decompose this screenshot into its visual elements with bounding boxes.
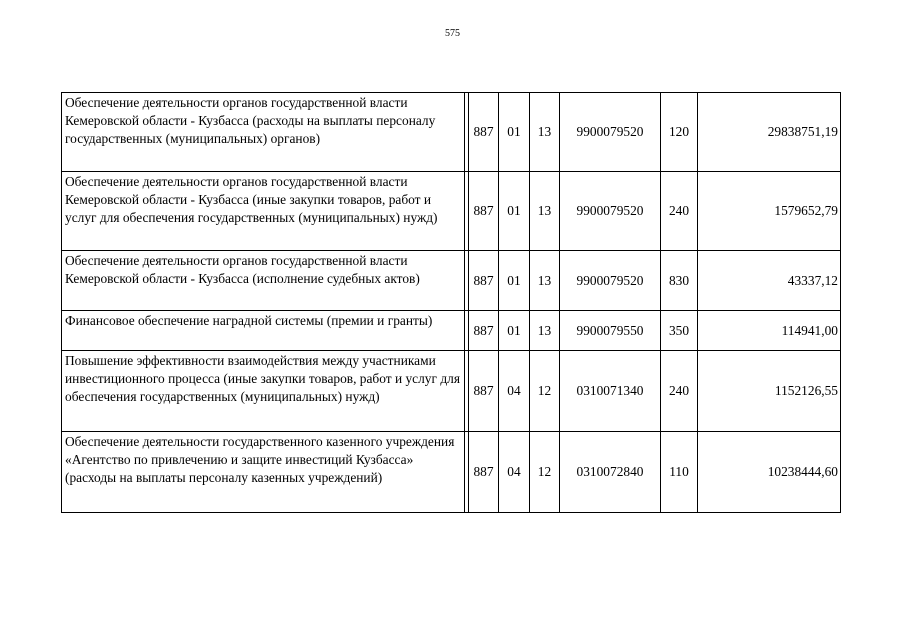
table-row xyxy=(62,432,841,513)
section-code: 01 xyxy=(499,251,530,311)
table-row xyxy=(62,311,841,351)
section-code: 04 xyxy=(499,351,530,432)
row-description: Повышение эффективности взаимодействия между участниками инвестиционного процесса (иные закупки товаров, работ и услуг для обеспечения государственных (муниципальных) нужд) xyxy=(62,351,465,432)
section-code: 01 xyxy=(499,172,530,251)
department-code: 887 xyxy=(469,251,499,311)
expense-type-code: 240 xyxy=(661,351,698,432)
department-code: 887 xyxy=(469,351,499,432)
table-row xyxy=(62,251,841,311)
row-description: Обеспечение деятельности органов государственной власти Кемеровской области - Кузбасса (расходы на выплаты персоналу государственных (муниципальных) органов) xyxy=(62,93,465,172)
amount: 1152126,55 xyxy=(698,351,841,432)
expense-type-code: 120 xyxy=(661,93,698,172)
amount: 114941,00 xyxy=(698,311,841,351)
row-description: Обеспечение деятельности органов государственной власти Кемеровской области - Кузбасса (исполнение судебных актов) xyxy=(62,251,465,311)
target-article-code: 9900079550 xyxy=(560,311,661,351)
subsection-code: 13 xyxy=(530,251,560,311)
expense-type-code: 110 xyxy=(661,432,698,513)
table-row xyxy=(62,93,841,172)
row-description: Финансовое обеспечение наградной системы (премии и гранты) xyxy=(62,311,465,351)
subsection-code: 13 xyxy=(530,93,560,172)
subsection-code: 13 xyxy=(530,311,560,351)
department-code: 887 xyxy=(469,432,499,513)
expense-type-code: 830 xyxy=(661,251,698,311)
expense-type-code: 240 xyxy=(661,172,698,251)
department-code: 887 xyxy=(469,93,499,172)
row-description: Обеспечение деятельности органов государственной власти Кемеровской области - Кузбасса (иные закупки товаров, работ и услуг для обеспечения государственных (муниципальных) нужд) xyxy=(62,172,465,251)
section-code: 01 xyxy=(499,311,530,351)
section-code: 04 xyxy=(499,432,530,513)
row-description: Обеспечение деятельности государственного казенного учреждения «Агентство по привлечению и защите инвестиций Кузбасса» (расходы на выплаты персоналу казенных учреждений) xyxy=(62,432,465,513)
target-article-code: 9900079520 xyxy=(560,93,661,172)
subsection-code: 12 xyxy=(530,351,560,432)
target-article-code: 9900079520 xyxy=(560,251,661,311)
department-code: 887 xyxy=(469,311,499,351)
amount: 1579652,79 xyxy=(698,172,841,251)
expense-type-code: 350 xyxy=(661,311,698,351)
budget-table xyxy=(61,92,841,513)
table-row xyxy=(62,172,841,251)
section-code: 01 xyxy=(499,93,530,172)
target-article-code: 0310071340 xyxy=(560,351,661,432)
table-row xyxy=(62,351,841,432)
amount: 10238444,60 xyxy=(698,432,841,513)
subsection-code: 13 xyxy=(530,172,560,251)
amount: 29838751,19 xyxy=(698,93,841,172)
target-article-code: 0310072840 xyxy=(560,432,661,513)
department-code: 887 xyxy=(469,172,499,251)
target-article-code: 9900079520 xyxy=(560,172,661,251)
page-number: 575 xyxy=(445,28,460,39)
subsection-code: 12 xyxy=(530,432,560,513)
amount: 43337,12 xyxy=(698,251,841,311)
